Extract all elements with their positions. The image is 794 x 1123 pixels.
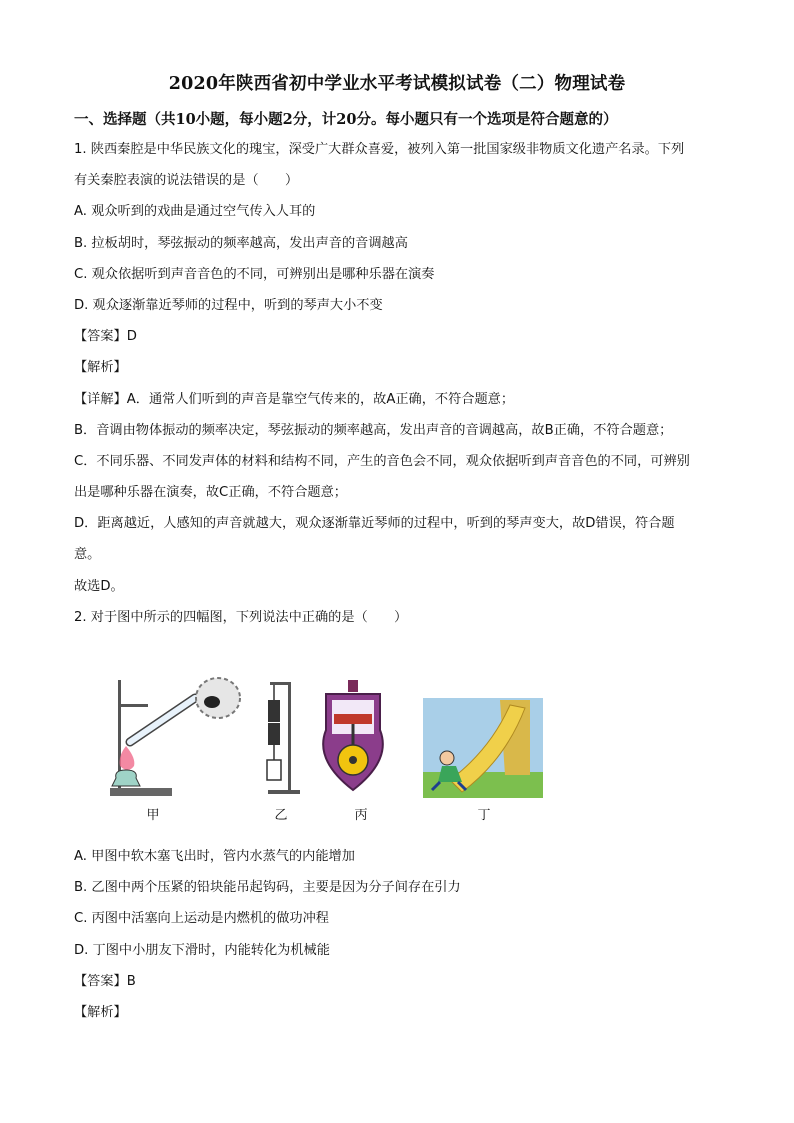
- q1-detail-d-line1: D．距离越近，人感知的声音就越大，观众逐渐靠近琴师的过程中，听到的琴声变大，故D错误，符合题: [74, 516, 675, 531]
- q1-option-c: C. 观众依据听到声音音色的不同，可辨别出是哪种乐器在演奏: [74, 267, 435, 282]
- q2-figure: [100, 660, 560, 800]
- figure-jia-test-tube: [110, 678, 240, 796]
- q1-option-b: B. 拉板胡时，琴弦振动的频率越高，发出声音的音调越高: [74, 236, 408, 251]
- q1-answer: 【答案】D: [74, 329, 137, 344]
- q1-detail-b: B．音调由物体振动的频率决定，琴弦振动的频率越高，发出声音的音调越高，故B正确，不符合题意；: [74, 423, 673, 438]
- q1-option-d: D. 观众逐渐靠近琴师的过程中，听到的琴声大小不变: [74, 298, 383, 313]
- caption-bing: 丙: [354, 808, 368, 823]
- q1-detail-c-line2: 出是哪种乐器在演奏，故C正确，不符合题意；: [74, 485, 347, 500]
- q1-stem-line1: 1. 陕西秦腔是中华民族文化的瑰宝，深受广大群众喜爱，被列入第一批国家级非物质文化遗产名录。下列: [74, 142, 685, 157]
- q1-conclusion: 故选D。: [74, 579, 124, 594]
- q1-option-a: A. 观众听到的戏曲是通过空气传入人耳的: [74, 204, 316, 219]
- figure-yi-lead-blocks: [267, 682, 300, 794]
- q2-option-a: A. 甲图中软木塞飞出时，管内水蒸气的内能增加: [74, 849, 355, 864]
- caption-ding: 丁: [477, 808, 491, 823]
- figure-bing-engine: [323, 680, 383, 790]
- q1-detail-c-line1: C．不同乐器、不同发声体的材料和结构不同，产生的音色会不同，观众依据听到声音音色的不同，可辨别: [74, 454, 690, 469]
- caption-yi: 乙: [274, 808, 288, 823]
- q2-option-c: C. 丙图中活塞向上运动是内燃机的做功冲程: [74, 911, 329, 926]
- q2-option-b: B. 乙图中两个压紧的铅块能吊起钩码，主要是因为分子间存在引力: [74, 880, 461, 895]
- q1-detail-d-line2: 意。: [74, 547, 101, 562]
- q2-analysis-label: 【解析】: [74, 1005, 127, 1020]
- q2-option-d: D. 丁图中小朋友下滑时，内能转化为机械能: [74, 943, 330, 958]
- caption-jia: 甲: [146, 808, 160, 823]
- page-title: 2020年陕西省初中学业水平考试模拟试卷（二）物理试卷: [168, 74, 626, 94]
- q2-stem: 2. 对于图中所示的四幅图，下列说法中正确的是（ ）: [74, 610, 408, 625]
- q1-detail-a: 【详解】A．通常人们听到的声音是靠空气传来的，故A正确，不符合题意；: [74, 392, 515, 407]
- q2-answer: 【答案】B: [74, 974, 136, 989]
- q1-analysis-label: 【解析】: [74, 360, 127, 375]
- figure-ding-slide: [423, 698, 543, 798]
- section-heading: 一、选择题（共10小题，每小题2分，计20分。每小题只有一个选项是符合题意的）: [74, 111, 618, 128]
- q1-stem-line2: 有关秦腔表演的说法错误的是（ ）: [74, 173, 299, 188]
